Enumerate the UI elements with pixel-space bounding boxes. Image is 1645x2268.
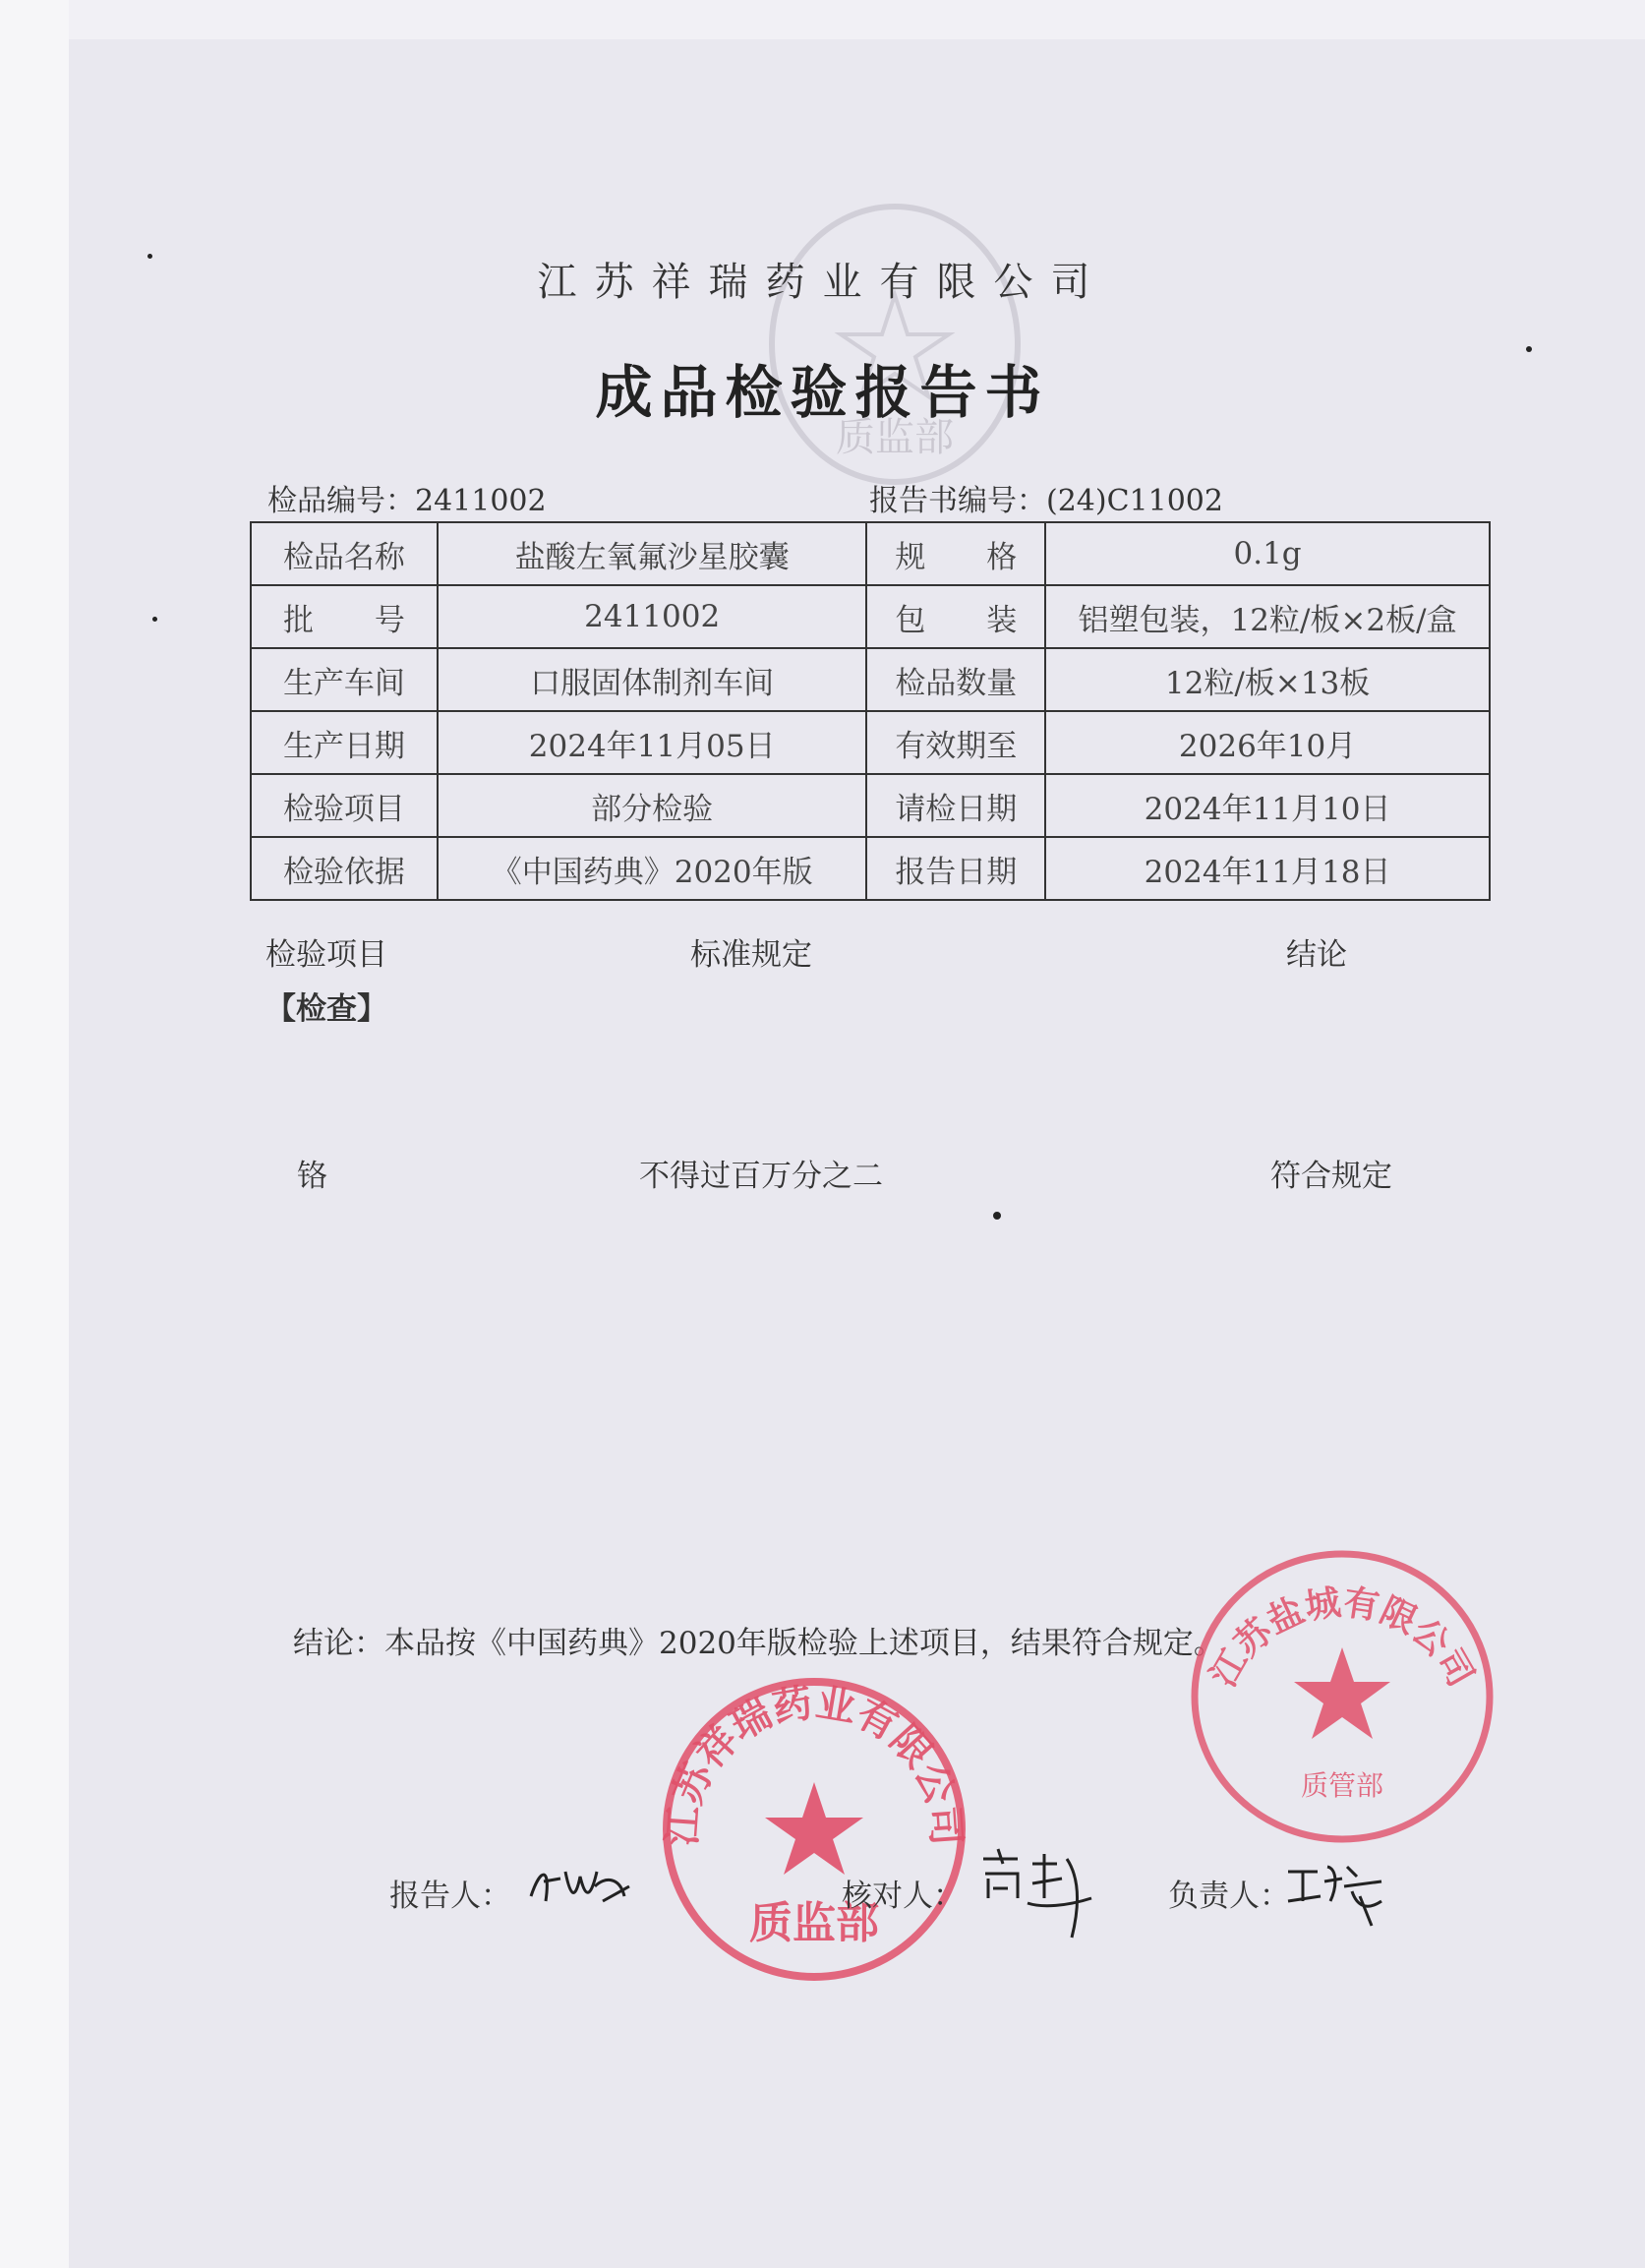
result-item-name: 铬 xyxy=(297,1159,327,1194)
info-label: 有效期至 xyxy=(866,711,1045,774)
section-check: 【检查】 xyxy=(265,991,387,1027)
info-value: 部分检验 xyxy=(438,774,867,837)
info-label: 检验项目 xyxy=(251,774,438,837)
info-table xyxy=(250,521,1491,901)
report-number-label: 报告书编号： xyxy=(869,484,1046,518)
info-row xyxy=(251,585,1490,648)
qc-department-stamp xyxy=(657,1672,971,1987)
info-label: 生产日期 xyxy=(251,711,438,774)
info-value: 2024年11月18日 xyxy=(1045,837,1490,900)
info-label: 规 格 xyxy=(866,522,1045,585)
info-row xyxy=(251,522,1490,585)
qc-stamp-dept: 质监部 xyxy=(749,1898,879,1948)
second-stamp-side: 质管部 xyxy=(1300,1769,1384,1802)
info-label: 包 装 xyxy=(866,585,1045,648)
scan-margin xyxy=(0,0,69,2268)
info-label: 报告日期 xyxy=(866,837,1045,900)
sample-number-value: 2411002 xyxy=(415,484,547,518)
info-value: 0.1g xyxy=(1045,522,1490,585)
info-value: 口服固体制剂车间 xyxy=(438,648,867,711)
second-stamp-text: 江苏盐城有限公司 xyxy=(1203,1582,1482,1695)
qc-stamp-text: 江苏祥瑞药业有限公司 xyxy=(659,1680,969,1848)
info-label: 生产车间 xyxy=(251,648,438,711)
info-label: 检品名称 xyxy=(251,522,438,585)
report-number-value: (24)C11002 xyxy=(1046,484,1223,518)
col-header-item: 检验项目 xyxy=(265,937,387,973)
info-row xyxy=(251,648,1490,711)
col-header-standard: 标准规定 xyxy=(690,937,812,973)
report-number xyxy=(869,476,1223,519)
info-label: 请检日期 xyxy=(866,774,1045,837)
scan-speck xyxy=(152,617,157,622)
info-value: 盐酸左氧氟沙星胶囊 xyxy=(438,522,867,585)
checker-label: 核对人： xyxy=(842,1879,964,1914)
info-value: 2024年11月05日 xyxy=(438,711,867,774)
info-value: 2024年11月10日 xyxy=(1045,774,1490,837)
info-label: 检验依据 xyxy=(251,837,438,900)
info-value: 12粒/板×13板 xyxy=(1045,648,1490,711)
company-name: 江苏祥瑞药业有限公司 xyxy=(537,260,1108,305)
checker-signature xyxy=(973,1839,1101,1947)
responsible-label: 负责人： xyxy=(1168,1879,1290,1914)
conclusion-text: 结论：本品按《中国药典》2020年版检验上述项目，结果符合规定。 xyxy=(293,1626,1224,1661)
sample-number-label: 检品编号： xyxy=(267,484,415,518)
info-value: 2026年10月 xyxy=(1045,711,1490,774)
info-value: 2411002 xyxy=(438,585,867,648)
scan-speck xyxy=(1526,346,1532,352)
info-label: 批 号 xyxy=(251,585,438,648)
faint-qc-stamp xyxy=(762,197,1028,492)
report-title: 成品检验报告书 xyxy=(595,359,1050,426)
reporter-signature xyxy=(526,1857,634,1916)
info-value: 铝塑包装，12粒/板×2板/盒 xyxy=(1045,585,1490,648)
reporter-label: 报告人： xyxy=(389,1879,511,1914)
responsible-signature xyxy=(1283,1857,1391,1931)
result-item-conclusion: 符合规定 xyxy=(1270,1159,1392,1194)
sample-number xyxy=(267,476,547,519)
info-row xyxy=(251,774,1490,837)
info-row xyxy=(251,711,1490,774)
scan-speck xyxy=(147,254,152,259)
info-label: 检品数量 xyxy=(866,648,1045,711)
info-value: 《中国药典》2020年版 xyxy=(438,837,867,900)
col-header-conclusion: 结论 xyxy=(1286,937,1347,973)
company-quality-stamp xyxy=(1185,1544,1499,1849)
result-item-standard: 不得过百万分之二 xyxy=(639,1159,883,1194)
info-row xyxy=(251,837,1490,900)
scan-speck xyxy=(993,1212,1001,1220)
faint-stamp-dept: 质监部 xyxy=(836,415,954,460)
